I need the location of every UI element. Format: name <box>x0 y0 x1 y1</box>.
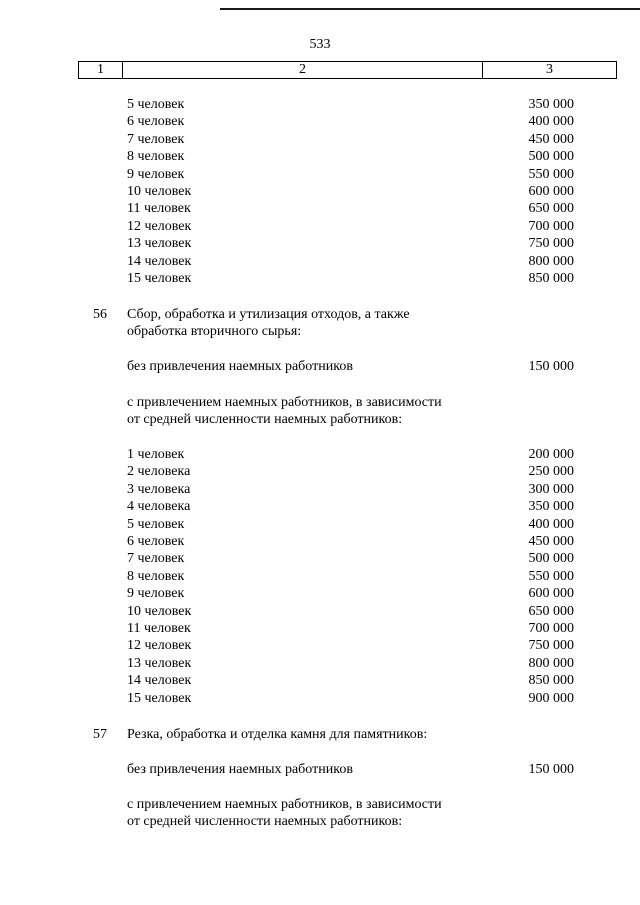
row-value: 550 000 <box>528 166 574 182</box>
with-employees-label-continued: от средней численности наемных работников: <box>127 814 403 829</box>
item-number: 57 <box>93 727 107 742</box>
row-value: 850 000 <box>528 271 574 286</box>
row-label: 12 человек <box>127 218 192 234</box>
row-label: 7 человек <box>127 131 185 147</box>
row-label: 15 человек <box>127 271 192 286</box>
row-value: 900 000 <box>528 690 574 706</box>
header-col-3: 3 <box>546 62 553 77</box>
row-label: 2 человека <box>127 464 191 480</box>
row-value: 300 000 <box>528 481 574 497</box>
row-label: 13 человек <box>127 236 192 252</box>
with-employees-label-continued: от средней численности наемных работников: <box>127 412 403 427</box>
row-label: 6 человек <box>127 534 185 549</box>
item-title-continued: обработка вторичного сырья: <box>127 324 302 339</box>
header-col-2: 2 <box>299 62 306 77</box>
row-label: 8 человек <box>127 149 185 165</box>
row-value: 450 000 <box>528 131 574 147</box>
row-label: 9 человек <box>127 166 185 182</box>
row-label: 14 человек <box>127 673 192 689</box>
row-label: 11 человек <box>127 621 191 636</box>
row-label: 13 человек <box>127 655 192 671</box>
row-value: 650 000 <box>528 201 574 217</box>
without-employees-label: без привлечения наемных работников <box>127 762 353 777</box>
row-value: 500 000 <box>528 551 574 567</box>
row-value: 350 000 <box>528 499 574 515</box>
header-col-1: 1 <box>97 62 104 77</box>
row-label: 15 человек <box>127 690 192 706</box>
row-value: 200 000 <box>528 447 574 462</box>
row-value: 750 000 <box>528 638 574 654</box>
row-value: 500 000 <box>528 149 574 165</box>
row-label: 7 человек <box>127 551 185 567</box>
row-value: 550 000 <box>528 568 574 584</box>
row-label: 3 человека <box>127 481 191 497</box>
row-value: 400 000 <box>528 516 574 532</box>
item-title: Сбор, обработка и утилизация отходов, а также <box>127 307 410 322</box>
row-label: 4 человека <box>127 499 191 515</box>
row-label: 12 человек <box>127 638 192 654</box>
top-edge-line <box>220 8 640 10</box>
row-value: 850 000 <box>528 673 574 689</box>
without-employees-value: 150 000 <box>528 762 574 777</box>
with-employees-label: с привлечением наемных работников, в зависимости <box>127 797 442 812</box>
item-number: 56 <box>93 307 107 322</box>
without-employees-value: 150 000 <box>528 359 574 374</box>
row-label: 5 человек <box>127 97 185 112</box>
page-number: 533 <box>309 37 331 52</box>
row-label: 10 человек <box>127 184 192 199</box>
row-value: 700 000 <box>528 218 574 234</box>
row-label: 14 человек <box>127 253 192 269</box>
row-label: 1 человек <box>127 447 185 462</box>
row-label: 11 человек <box>127 201 191 217</box>
row-value: 750 000 <box>528 236 574 252</box>
row-value: 250 000 <box>528 464 574 480</box>
row-label: 6 человек <box>127 114 185 130</box>
row-value: 800 000 <box>528 253 574 269</box>
with-employees-label: с привлечением наемных работников, в зависимости <box>127 395 442 410</box>
row-label: 9 человек <box>127 586 185 602</box>
row-label: 8 человек <box>127 568 185 584</box>
without-employees-label: без привлечения наемных работников <box>127 359 353 374</box>
row-label: 10 человек <box>127 603 192 619</box>
row-value: 700 000 <box>528 621 574 636</box>
row-value: 600 000 <box>528 586 574 602</box>
row-label: 5 человек <box>127 516 185 532</box>
row-value: 800 000 <box>528 655 574 671</box>
row-value: 600 000 <box>528 184 574 199</box>
row-value: 400 000 <box>528 114 574 130</box>
row-value: 350 000 <box>528 97 574 112</box>
row-value: 450 000 <box>528 534 574 549</box>
item-title: Резка, обработка и отделка камня для памятников: <box>127 727 428 742</box>
row-value: 650 000 <box>528 603 574 619</box>
table-header <box>78 61 617 79</box>
